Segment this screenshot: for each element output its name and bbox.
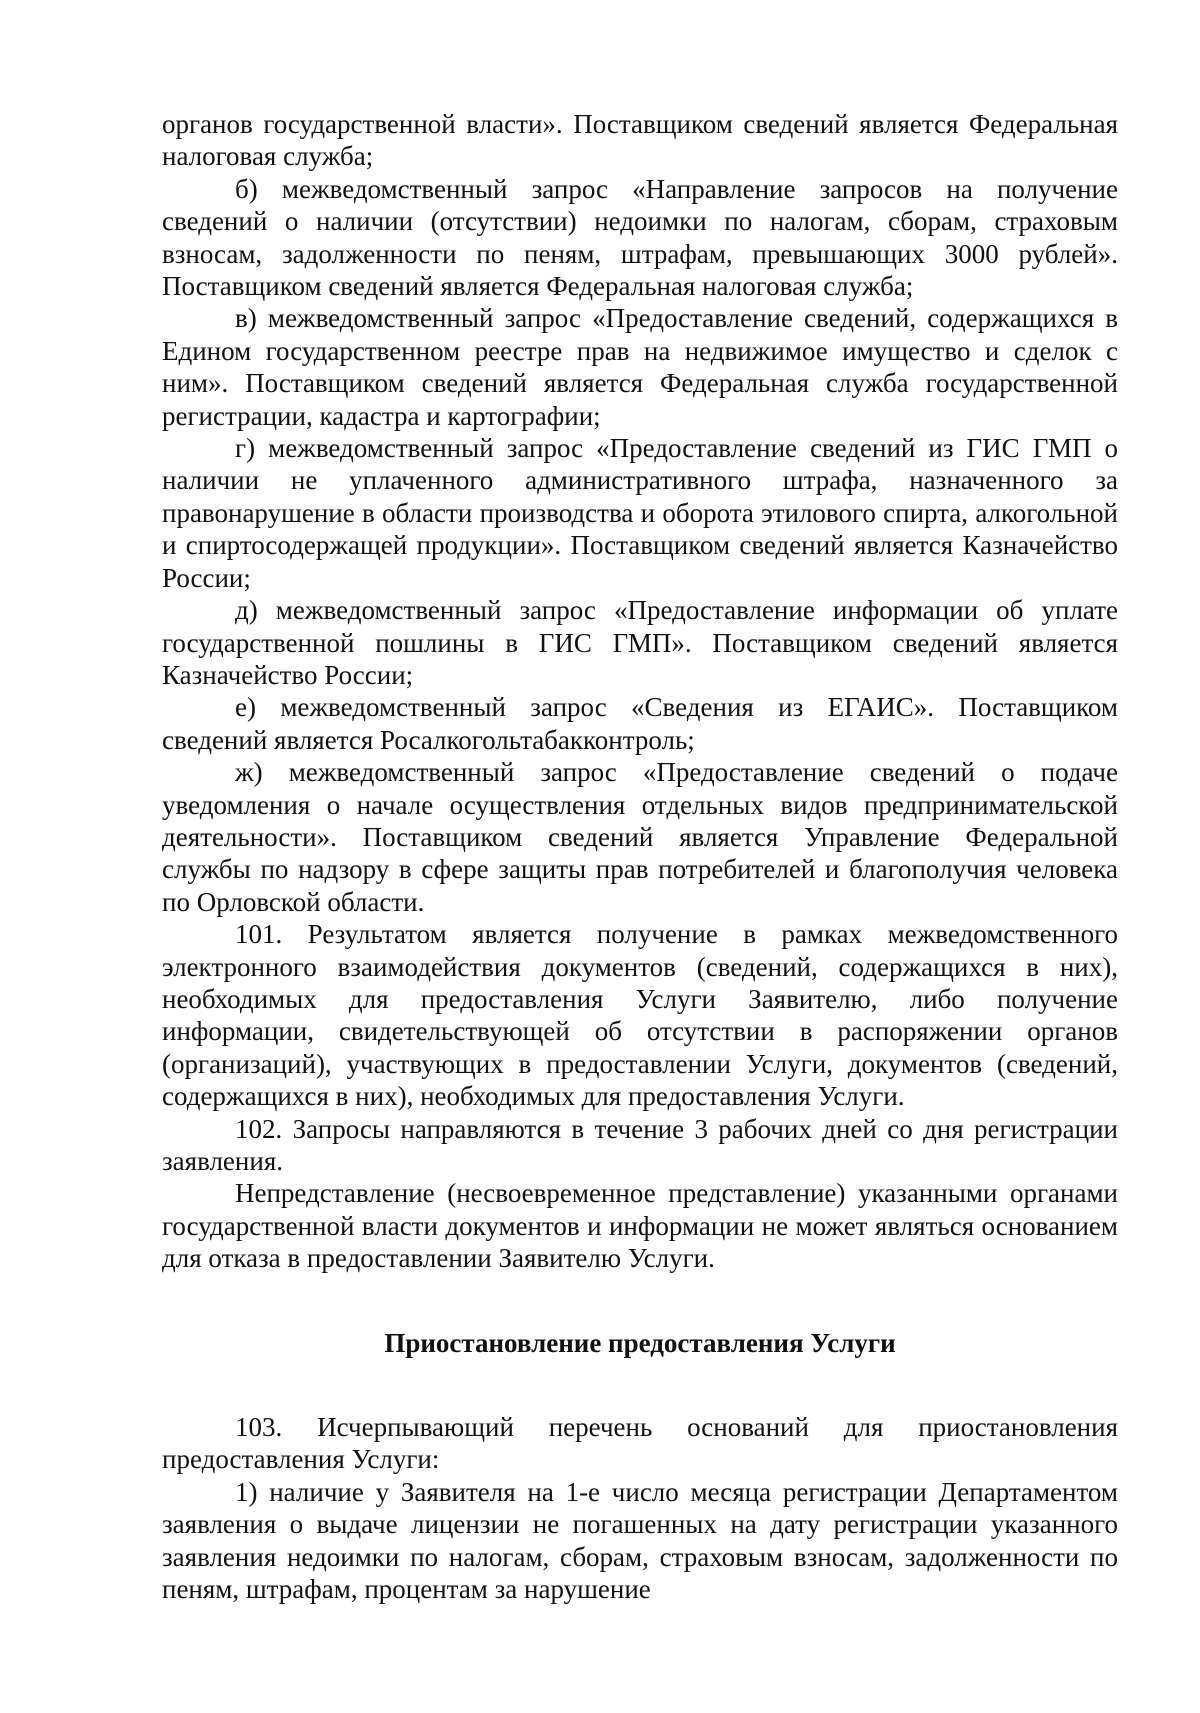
paragraph: ж) межведомственный запрос «Предоставление сведений о подаче уведомления о начале осуществления отдельных видов предпринимательской деятельности». Поставщиком сведений является Управление Федеральной службы по надзору в сфере защиты прав потребителей и благополучия человека по Орловской области. xyxy=(162,757,1118,917)
paragraph: органов государственной власти». Поставщиком сведений является Федеральная налоговая служба; xyxy=(162,109,1118,172)
paragraph: 103. Исчерпывающий перечень оснований для приостановления предоставления Услуги: xyxy=(162,1412,1118,1475)
document-body xyxy=(162,108,1118,1605)
paragraph: в) межведомственный запрос «Предоставление сведений, содержащихся в Едином государственном реестре прав на недвижимое имущество и сделок с ним». Поставщиком сведений является Федеральная служба государственной регистрации, кадастра и картографии; xyxy=(162,303,1118,431)
paragraph: 1) наличие у Заявителя на 1-е число месяца регистрации Департаментом заявления о выдаче лицензии не погашенных на дату регистрации указанного заявления недоимки по налогам, сборам, страховым взносам, задолженности по пеням, штрафам, процентам за нарушение xyxy=(162,1476,1118,1605)
paragraph: б) межведомственный запрос «Направление запросов на получение сведений о наличии (отсутствии) недоимки по налогам, сборам, страховым взносам, задолженности по пеням, штрафам, превышающих 3000 рублей». Поставщиком сведений является Федеральная налоговая служба; xyxy=(162,173,1118,302)
paragraph: Непредставление (несвоевременное представление) указанными органами государственной власти документов и информации не может являться основанием для отказа в предоставлении Заявителю Услуги. xyxy=(162,1178,1118,1274)
paragraph: 102. Запросы направляются в течение 3 рабочих дней со дня регистрации заявления. xyxy=(162,1113,1118,1176)
paragraph: 101. Результатом является получение в рамках межведомственного электронного взаимодействия документов (сведений, содержащихся в них), необходимых для предоставления Услуги Заявителю, либо получение информации, свидетельствующей об отсутствии в распоряжении органов (организаций), участвующих в предоставлении Услуги, документов (сведений, содержащихся в них), необходимых для предоставления Услуги. xyxy=(162,919,1118,1112)
paragraph: д) межведомственный запрос «Предоставление информации об уплате государственной пошлины в ГИС ГМП». Поставщиком сведений является Казначейство России; xyxy=(162,595,1118,690)
paragraph: е) межведомственный запрос «Сведения из ЕГАИС». Поставщиком сведений является Росалкогольтабакконтроль; xyxy=(162,692,1118,755)
section-heading: Приостановление предоставления Услуги xyxy=(384,1327,896,1358)
paragraph: г) межведомственный запрос «Предоставление сведений из ГИС ГМП о наличии не уплаченного административного штрафа, назначенного за правонарушение в области производства и оборота этилового спирта, алкогольной и спиртосодержащей продукции». Поставщиком сведений является Казначейство России; xyxy=(162,433,1118,593)
